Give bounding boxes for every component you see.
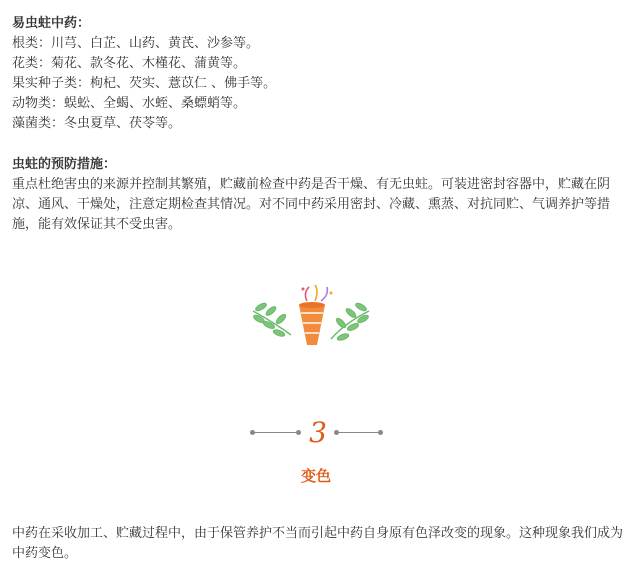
- section-title-insect-prone: 易虫蛀中药：: [12, 16, 91, 31]
- insect-prone-herbs-section: [12, 14, 627, 134]
- divider-line-right: [336, 432, 380, 433]
- popper-cone-icon: [299, 302, 325, 345]
- discoloration-paragraph: 中药在采收加工、贮藏过程中，由于保管养护不当而引起中药自身原有色泽改变的现象。这种现象我们成为中药变色。: [12, 526, 624, 561]
- discoloration-section: [12, 524, 627, 564]
- party-popper-icon: [245, 283, 375, 353]
- prevention-section: [12, 155, 627, 235]
- section-heading-discoloration: 变色: [300, 467, 331, 485]
- list-item-roots: 根类：川芎、白芷、山药、黄芪、沙参等。: [12, 36, 260, 51]
- section-number: 3: [309, 416, 327, 449]
- divider-dot: [378, 430, 383, 435]
- divider-line-left: [252, 432, 298, 433]
- list-item-algae-fungi: 藻菌类：冬虫夏草、茯苓等。: [12, 116, 182, 131]
- leaf-branch-right-icon: [331, 302, 369, 342]
- list-item-flowers: 花类：菊花、款冬花、木槿花、蒲黄等。: [12, 56, 247, 71]
- section-number-divider: [0, 417, 639, 449]
- section-title-prevention: 虫蛀的预防措施：: [12, 157, 117, 172]
- list-item-animals: 动物类：蜈蚣、全蝎、水蛭、桑螵蛸等。: [12, 96, 247, 111]
- list-item-fruits-seeds: 果实种子类：枸杞、芡实、薏苡仁 、佛手等。: [12, 76, 277, 91]
- prevention-paragraph: 重点杜绝害虫的来源并控制其繁殖，贮藏前检查中药是否干燥、有无虫蛀。可装进密封容器中，贮藏在阴凉、通风、干燥处，注意定期检查其情况。对不同中药采用密封、冷藏、熏蒸、对抗同贮、气调养护等措施，能有效保证其不受虫害。: [12, 177, 611, 232]
- leaf-branch-left-icon: [253, 302, 291, 338]
